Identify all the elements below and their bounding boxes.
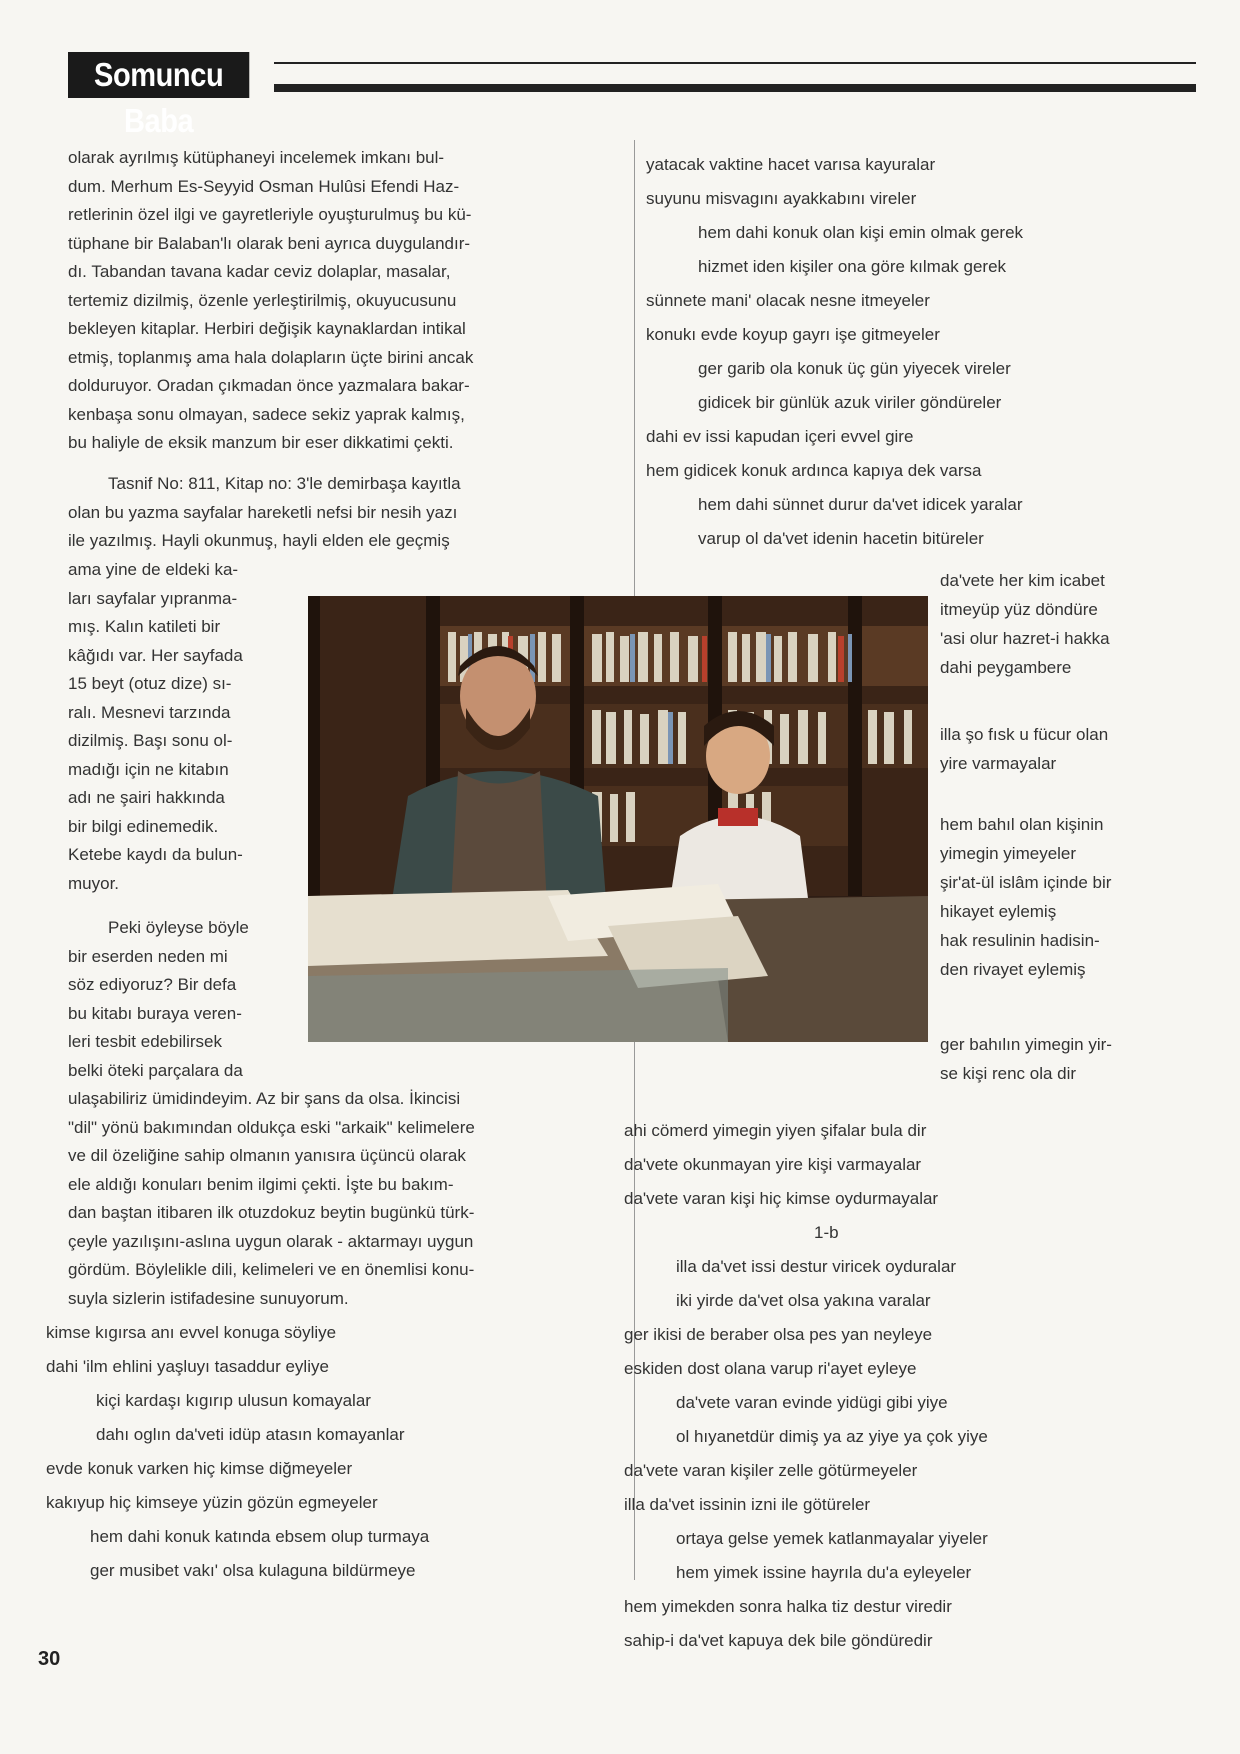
verse-line: dahı oglın da'veti idüp atasın komayanlar: [96, 1425, 405, 1444]
verse-line: itmeyüp yüz döndüre: [940, 600, 1098, 619]
text-line: "dil" yönü bakımından oldukça eski "arkaik" kelimelere: [68, 1117, 475, 1137]
text-line: ulaşabiliriz ümidindeyim. Az bir şans da olsa. İkincisi: [68, 1089, 461, 1108]
verse-line: hem dahi konuk katında ebsem olup turmaya: [90, 1527, 430, 1546]
text-line: ve dil özeliğine sahip olmanın yanısıra üçüncü olarak: [68, 1146, 466, 1165]
right-verses-side-4: [940, 1030, 1180, 1088]
text-line: ralı. Mesnevi tarzında: [68, 702, 231, 722]
verse-line: yire varmayalar: [940, 754, 1057, 773]
text-line: leri tesbit edebilirsek: [68, 1032, 223, 1051]
verse-line: ger garib ola konuk üç gün yiyecek vireler: [698, 359, 1011, 378]
text-line: bir eserden neden mi: [68, 946, 228, 966]
text-line: retlerinin özel ilgi ve gayretleriyle oyuşturulmuş bu kü-: [68, 205, 472, 224]
verse-line: dahi peygambere: [940, 658, 1072, 677]
verse-line: yatacak vaktine hacet varısa kayuralar: [646, 155, 936, 174]
left-paragraph-1: [68, 144, 604, 458]
left-paragraph-3-narrow: [68, 914, 298, 1085]
verse-line: dahi 'ilm ehlini yaşluyı tasaddur eyliye: [46, 1357, 329, 1376]
text-line: adı ne şairi hakkında: [68, 788, 225, 807]
text-line: dum. Merhum Es-Seyyid Osman Hulûsi Efendi Haz-: [68, 176, 460, 196]
text-line: olarak ayrılmış kütüphaneyi incelemek imkanı bul-: [68, 148, 445, 167]
text-line: 15 beyt (otuz dize) sı-: [68, 674, 232, 693]
text-line: ama yine de eldeki ka-: [68, 560, 239, 579]
verse-line: gidicek bir günlük azuk viriler göndüreler: [698, 393, 1002, 412]
verse-line: se kişi renc ola dir: [940, 1064, 1077, 1083]
right-verses-side-3: [940, 810, 1180, 984]
verse-line: ol hıyanetdür dimiş ya az yiye ya çok yiye: [676, 1427, 988, 1446]
text-line: dan baştan itibaren ilk otuzdokuz beytin bugünkü türk-: [68, 1203, 475, 1222]
header-rule-thick: [274, 84, 1196, 92]
right-verses-side-1: [940, 566, 1180, 682]
verse-line: kimse kıgırsa anı evvel konuga söyliye: [46, 1323, 337, 1342]
text-line: dı. Tabandan tavana kadar ceviz dolaplar, masalar,: [68, 262, 451, 281]
text-line: suyla sizlerin istifadesine sunuyorum.: [68, 1288, 349, 1308]
left-paragraph-2-narrow: [68, 556, 298, 898]
verse-line: hem yimek issine hayrıla du'a eyleyeler: [676, 1563, 972, 1582]
text-line: ile yazılmış. Hayli okunmuş, hayli elden ele geçmiş: [68, 531, 450, 550]
text-line: bir bilgi edinemedik.: [68, 816, 219, 836]
right-verses-side-2: [940, 720, 1180, 778]
library-photo: [308, 596, 928, 1042]
verse-line: da'vete varan kişi hiç kimse oydurmayalar: [624, 1189, 939, 1208]
verse-line: hem bahıl olan kişinin: [940, 815, 1104, 834]
verse-line: suyunu misvagını ayakkabını vireler: [646, 189, 917, 208]
verse-line: da'vete varan evinde yidügi gibi yiye: [676, 1393, 948, 1412]
verse-line: ortaya gelse yemek katlanmayalar yiyeler: [676, 1529, 988, 1548]
verse-line: eskiden dost olana varup ri'ayet eyleye: [624, 1359, 917, 1378]
text-line: bu haliyle de eksik manzum bir eser dikkatimi çekti.: [68, 433, 454, 452]
text-line: madığı için ne kitabın: [68, 759, 229, 779]
header-rule-thin: [274, 62, 1196, 64]
verse-line: hak resulinin hadisin-: [940, 931, 1100, 950]
magazine-title: Somuncu Baba: [68, 52, 249, 98]
verse-line: illa da'vet issi destur viricek oyduralar: [676, 1257, 957, 1276]
text-line: ları sayfalar yıpranma-: [68, 588, 238, 608]
text-line: olan bu yazma sayfalar hareketli nefsi bir nesih yazı: [68, 502, 458, 522]
left-paragraph-3-wide: [68, 1085, 608, 1313]
verse-line: den rivayet eylemiş: [940, 960, 1086, 979]
verse-line: hem gidicek konuk ardınca kapıya dek varsa: [646, 461, 982, 480]
verse-line: illa da'vet issinin izni ile götüreler: [624, 1495, 871, 1514]
verse-line: da'vete her kim icabet: [940, 571, 1105, 590]
text-line: tertemiz dizilmiş, özenle yerleştirilmiş, okuyucusunu: [68, 290, 457, 310]
verse-line: sahip-i da'vet kapuya dek bile göndüredir: [624, 1631, 933, 1650]
text-line: dolduruyor. Oradan çıkmadan önce yazmalara bakar-: [68, 376, 470, 395]
text-line: bu kitabı buraya veren-: [68, 1003, 242, 1023]
text-line: kâğıdı var. Her sayfada: [68, 645, 243, 665]
verse-line: 'asi olur hazret-i hakka: [940, 629, 1110, 648]
right-verses-bottom: [624, 1114, 988, 1658]
verse-line: hizmet iden kişiler ona göre kılmak gerek: [698, 257, 1007, 276]
verse-line: ger musibet vakı' olsa kulaguna bildürmeye: [90, 1561, 416, 1580]
text-line: Peki öyleyse böyle: [108, 918, 249, 937]
verse-line: hikayet eylemiş: [940, 902, 1057, 921]
verse-line: varup ol da'vet idenin hacetin bitüreler: [698, 529, 984, 548]
verse-line: sünnete mani' olacak nesne itmeyeler: [646, 291, 930, 310]
text-line: Tasnif No: 811, Kitap no: 3'le demirbaşa kayıtla: [108, 474, 461, 493]
verse-line: iki yirde da'vet olsa yakına varalar: [676, 1291, 931, 1310]
verse-line: illa şo fısk u fücur olan: [940, 725, 1109, 744]
verse-line: yimegin yimeyeler: [940, 844, 1077, 863]
text-line: ele aldığı konuları benim ilgimi çekti. İşte bu bakım-: [68, 1174, 454, 1194]
verse-line: ger bahılın yimegin yir-: [940, 1035, 1112, 1054]
left-verses: [46, 1316, 429, 1588]
verse-line: hem dahi konuk olan kişi emin olmak gerek: [698, 223, 1024, 242]
text-line: çeyle yazılışını-aslına uygun olarak - aktarmayı uygun: [68, 1231, 474, 1251]
verse-line: kakıyup hiç kimseye yüzin gözün egmeyeler: [46, 1493, 378, 1512]
verse-line: evde konuk varken hiç kimse diğmeyeler: [46, 1459, 353, 1478]
text-line: mış. Kalın katileti bir: [68, 617, 221, 636]
verse-line: hem yimekden sonra halka tiz destur viredir: [624, 1597, 952, 1616]
text-line: bekleyen kitaplar. Herbiri değişik kaynaklardan intikal: [68, 319, 466, 338]
text-line: tüphane bir Balaban'lı olarak beni ayrıca duygulandır-: [68, 233, 471, 253]
text-line: belki öteki parçalara da: [68, 1060, 243, 1080]
text-line: etmiş, toplanmış ama hala dolapların üçte birini ancak: [68, 347, 474, 367]
text-line: kenbaşa sonu olmayan, sadece sekiz yaprak kalmış,: [68, 404, 465, 424]
verse-line: konukı evde koyup gayrı işe gitmeyeler: [646, 325, 940, 344]
verse-line: hem dahi sünnet durur da'vet idicek yaralar: [698, 495, 1023, 514]
verse-line: dahi ev issi kapudan içeri evvel gire: [646, 427, 914, 446]
verse-line: da'vete okunmayan yire kişi varmayalar: [624, 1155, 922, 1174]
text-line: dizilmiş. Başı sonu ol-: [68, 731, 233, 750]
verse-line: kiçi kardaşı kıgırıp ulusun komayalar: [96, 1391, 371, 1410]
left-paragraph-2-wide: [68, 470, 604, 556]
verse-line: şir'at-ül islâm içinde bir: [940, 873, 1112, 892]
verse-line: da'vete varan kişiler zelle götürmeyeler: [624, 1461, 918, 1480]
text-line: söz ediyoruz? Bir defa: [68, 975, 237, 994]
text-line: gördüm. Böylelikle dili, kelimeleri ve en önemlisi konu-: [68, 1260, 475, 1279]
verse-line: ahi cömerd yimegin yiyen şifalar bula dir: [624, 1121, 927, 1140]
library-photo-illustration: [308, 596, 928, 1042]
folio-label: 1-b: [814, 1223, 839, 1242]
text-line: Ketebe kaydı da bulun-: [68, 845, 243, 864]
right-verses-top: [646, 148, 1023, 556]
page-number: 30: [38, 1648, 61, 1670]
text-line: muyor.: [68, 873, 120, 893]
verse-line: ger ikisi de beraber olsa pes yan neyleye: [624, 1325, 933, 1344]
